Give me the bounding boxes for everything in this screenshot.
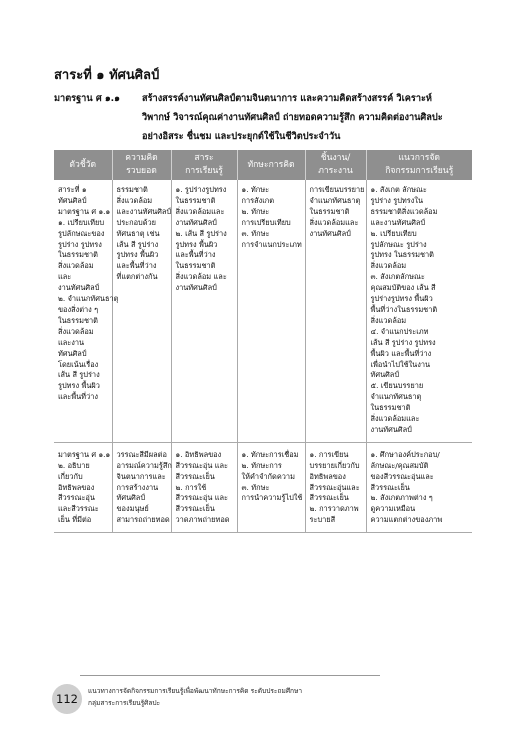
cell-line: ของมนุษย์	[116, 504, 149, 514]
header-content: สาระ การเรียนรู้	[171, 150, 237, 180]
table-cell	[305, 180, 366, 442]
cell-line: และงานทัศนศิลป์	[116, 206, 172, 216]
cell-line: การสังเกต	[241, 195, 275, 205]
cell-line: เส้น สี รูปร่าง	[116, 239, 159, 249]
cell-line: ระบายสี	[309, 515, 336, 525]
cell-line: พื้นผิว และพื้นที่ว่าง	[370, 348, 432, 358]
table-cell	[366, 180, 472, 442]
cell-line: จำแนกทัศนธาตุ	[370, 392, 422, 402]
table-cell	[54, 442, 112, 532]
cell-line: รูปทรง พื้นผิว	[58, 381, 100, 391]
standard-block	[54, 89, 472, 146]
cell-line: ๑. อิทธิพลของ	[175, 449, 222, 459]
cell-line: ทัศนธาตุ เช่น	[116, 228, 160, 238]
cell-line: ธรรมชาติสิ่งแวดล้อม	[370, 206, 438, 216]
cell-line: ความแตกต่างของภาพ	[370, 515, 443, 525]
footer-line: แนวทางการจัดกิจกรรมการเรียนรู้เพื่อพัฒนาทักษะการคิด ระดับประถมศึกษา	[88, 687, 303, 695]
cell-line: ๒. สังเกตภาพต่าง ๆ	[370, 493, 433, 503]
table-cell	[237, 180, 305, 442]
cell-line: การสร้างงาน	[116, 482, 159, 492]
table-row	[54, 180, 472, 442]
cell-line: สิ่งแวดล้อม	[370, 261, 407, 271]
cell-line: การเปรียบเทียบ	[241, 217, 291, 227]
cell-line: ธรรมชาติ	[116, 185, 148, 194]
cell-line: สิ่งแวดล้อมและ	[370, 414, 420, 424]
cell-line: ๑. เปรียบเทียบ	[58, 217, 105, 227]
cell-line: ของสีวรรณะอุ่นและ	[370, 471, 434, 481]
header-activity: แนวการจัด กิจกรรมการเรียนรู้	[366, 150, 472, 180]
footer-text	[88, 685, 302, 709]
cell-line: ๒. จำแนกทัศนธาตุ	[58, 294, 119, 304]
cell-line: สิ่งแวดล้อม	[370, 315, 407, 325]
cell-line: อารมณ์ความรู้สึก	[116, 460, 172, 470]
cell-line: และพื้นที่ว่าง	[58, 392, 98, 402]
cell-line: ๒. ทักษะการ	[241, 460, 282, 470]
section-title: สาระที่ ๑ ทัศนศิลป์	[54, 68, 160, 83]
cell-line: สิ่งแวดล้อมและ	[175, 206, 225, 216]
cell-line: ๑. สังเกต ลักษณะ	[370, 185, 427, 194]
cell-line: ๒. ทักษะ	[241, 206, 270, 216]
table-cell	[112, 180, 171, 442]
cell-line: บรรยายเกี่ยวกับ	[309, 460, 360, 470]
cell-line: สีวรรณะอุ่นและ	[309, 482, 360, 492]
cell-line: และสีวรรณะ	[58, 504, 99, 514]
cell-line: สิ่งแวดล้อม	[58, 261, 94, 271]
cell-line: ๒. อธิบาย	[58, 460, 90, 470]
table-cell	[366, 442, 472, 532]
cell-line: วาดภาพถ่ายทอด	[175, 515, 230, 525]
cell-line: เย็น ที่มีต่อ	[58, 515, 92, 525]
cell-line: ดูความเหมือน	[370, 504, 416, 514]
cell-line: ประกอบด้วย	[116, 217, 157, 227]
cell-line: ในธรรมชาติ	[370, 403, 411, 413]
cell-line: รูปร่างรูปทรง พื้นผิว	[370, 294, 433, 304]
cell-line: สีวรรณะเย็น	[309, 493, 349, 503]
standard-text	[142, 89, 472, 146]
cell-line: ทัศนศิลป์	[58, 348, 87, 358]
cell-line: และงานทัศนศิลป์	[370, 217, 426, 227]
cell-line: สิ่งแวดล้อม	[58, 326, 94, 336]
cell-line: เกี่ยวกับ	[58, 471, 83, 481]
cell-line: อิทธิพลของ	[309, 471, 346, 481]
cell-line: ๑. ทักษะการเชื่อม	[241, 449, 299, 459]
header-task: ชิ้นงาน/ ภาระงาน	[305, 150, 366, 180]
cell-line: ๒. เปรียบเทียบ	[370, 228, 417, 238]
cell-line: และ	[58, 272, 72, 282]
footer-line: กลุ่มสาระการเรียนรู้ศิลปะ	[88, 699, 161, 707]
cell-line: โดยเน้นเรื่อง	[58, 359, 99, 369]
cell-line: ๕. เขียนบรรยาย	[370, 381, 424, 391]
table-cell	[112, 442, 171, 532]
cell-line: ๔. จำแนกประเภท	[370, 326, 429, 336]
cell-line: จำแนกทัศนธาตุ	[309, 195, 361, 205]
footer-divider	[80, 675, 380, 676]
table-cell	[171, 180, 237, 442]
cell-line: ลักษณะ/คุณสมบัติ	[370, 460, 429, 470]
cell-line: ๑. ศึกษาองค์ประกอบ/	[370, 449, 440, 459]
cell-line: รูปลักษณะของ	[58, 228, 105, 238]
cell-line: สีวรรณะอุ่น	[58, 493, 95, 503]
cell-line: รูปทรง พื้นผิว	[116, 250, 159, 260]
cell-line: ของสิ่งต่าง ๆ	[58, 304, 99, 314]
cell-line: สิ่งแวดล้อมและ	[309, 217, 359, 227]
cell-line: เพื่อนำไปใช้ในงาน	[370, 359, 431, 369]
cell-line: ในธรรมชาติ	[58, 315, 98, 325]
cell-line: การเขียนบรรยาย	[309, 185, 365, 194]
table-cell	[171, 442, 237, 532]
table-cell	[54, 180, 119, 442]
cell-line: การจำแนกประเภท	[241, 239, 302, 249]
cell-line: ๓. สังเกตลักษณะ	[370, 272, 425, 282]
cell-line: รูปร่าง รูปทรงใน	[370, 195, 424, 205]
cell-line: สีวรรณะเย็น	[175, 504, 215, 514]
cell-line: สิ่งแวดล้อม	[116, 195, 153, 205]
cell-line: รูปทรง ในธรรมชาติ	[370, 250, 434, 260]
table-header-row	[54, 150, 472, 180]
standard-line: สร้างสรรค์งานทัศนศิลป์ตามจินตนาการ และความคิดสร้างสรรค์ วิเคราะห์	[142, 93, 432, 104]
cell-line: งานทัศนศิลป์	[370, 424, 412, 434]
cell-line: วรรณะสีมีผลต่อ	[116, 449, 167, 459]
cell-line: ทัศนศิลป์	[116, 493, 146, 503]
cell-line: สีวรรณะอุ่น และ	[175, 493, 229, 503]
cell-line: ๑. รูปร่างรูปทรง	[175, 185, 227, 194]
table-cell	[237, 442, 305, 532]
page-number: 112	[52, 684, 82, 714]
cell-line: ๑. ทักษะ	[241, 185, 270, 194]
standard-line: วิพากษ์ วิจารณ์คุณค่างานทัศนศิลป์ ถ่ายทอดความรู้สึก ความคิดต่องานศิลปะ	[142, 112, 443, 123]
standard-label: มาตรฐาน ศ ๑.๑	[54, 93, 121, 104]
cell-line: สามารถถ่ายทอด	[116, 515, 170, 525]
cell-line: งานทัศนศิลป์	[175, 283, 217, 293]
cell-line: งานทัศนศิลป์	[175, 217, 217, 227]
cell-line: ให้คำจำกัดความ	[241, 471, 295, 481]
table-cell	[305, 442, 366, 532]
cell-line: ๓. ทักษะ	[241, 482, 270, 492]
cell-line: ๑. การเขียน	[309, 449, 349, 459]
cell-line: ที่แตกต่างกัน	[116, 272, 158, 282]
cell-line: ในธรรมชาติ	[175, 195, 216, 205]
cell-line: มาตรฐาน ศ ๑.๑	[58, 206, 111, 216]
cell-line: ๒. การใช้	[175, 482, 207, 492]
cell-line: ในธรรมชาติ	[175, 261, 216, 271]
header-concept: ความคิด รวบยอด	[112, 150, 171, 180]
cell-line: และงาน	[58, 337, 85, 347]
table-row	[54, 442, 472, 532]
cell-line: ๒. เส้น สี รูปร่าง	[175, 228, 227, 238]
cell-line: และพื้นที่ว่าง	[175, 250, 216, 260]
cell-line: ทัศนศิลป์	[58, 195, 87, 205]
header-thinking-skill: ทักษะการคิด	[237, 150, 305, 180]
cell-line: สิ่งแวดล้อม และ	[175, 272, 227, 282]
cell-line: ในธรรมชาติ	[309, 206, 350, 216]
cell-line: เส้น สี รูปร่าง รูปทรง	[370, 337, 436, 347]
curriculum-table	[54, 150, 472, 533]
cell-line: และพื้นที่ว่าง	[116, 261, 157, 271]
cell-line: สีวรรณะเย็น	[175, 471, 215, 481]
header-indicator: ตัวชี้วัด	[54, 150, 112, 180]
cell-line: ๓. ทักษะ	[241, 228, 270, 238]
cell-line: รูปลักษณะ รูปร่าง	[370, 239, 427, 249]
cell-line: พื้นที่ว่างในธรรมชาติ	[370, 304, 438, 314]
cell-line: จินตนาการและ	[116, 471, 166, 481]
cell-line: อิทธิพลของ	[58, 482, 95, 492]
cell-line: งานทัศนศิลป์	[309, 228, 351, 238]
cell-line: มาตรฐาน ศ ๑.๑	[58, 449, 111, 459]
cell-line: ในธรรมชาติ	[58, 250, 98, 260]
cell-line: การนำความรู้ไปใช้	[241, 493, 303, 503]
cell-line: ทัศนศิลป์	[370, 370, 400, 380]
cell-line: สีวรรณะอุ่น และ	[175, 460, 229, 470]
cell-line: คุณสมบัติของ เส้น สี	[370, 283, 436, 293]
cell-line: ๒. การวาดภาพ	[309, 504, 359, 514]
standard-line: อย่างอิสระ ชื่นชม และประยุกต์ใช้ในชีวิตประจำวัน	[142, 131, 341, 142]
cell-line: เส้น สี รูปร่าง	[58, 370, 100, 380]
cell-line: รูปทรง พื้นผิว	[175, 239, 218, 249]
cell-line: งานทัศนศิลป์	[58, 283, 100, 293]
cell-line: รูปร่าง รูปทรง	[58, 239, 102, 249]
cell-line: สาระที่ ๑	[58, 185, 87, 194]
cell-line: สีวรรณะเย็น	[370, 482, 410, 492]
